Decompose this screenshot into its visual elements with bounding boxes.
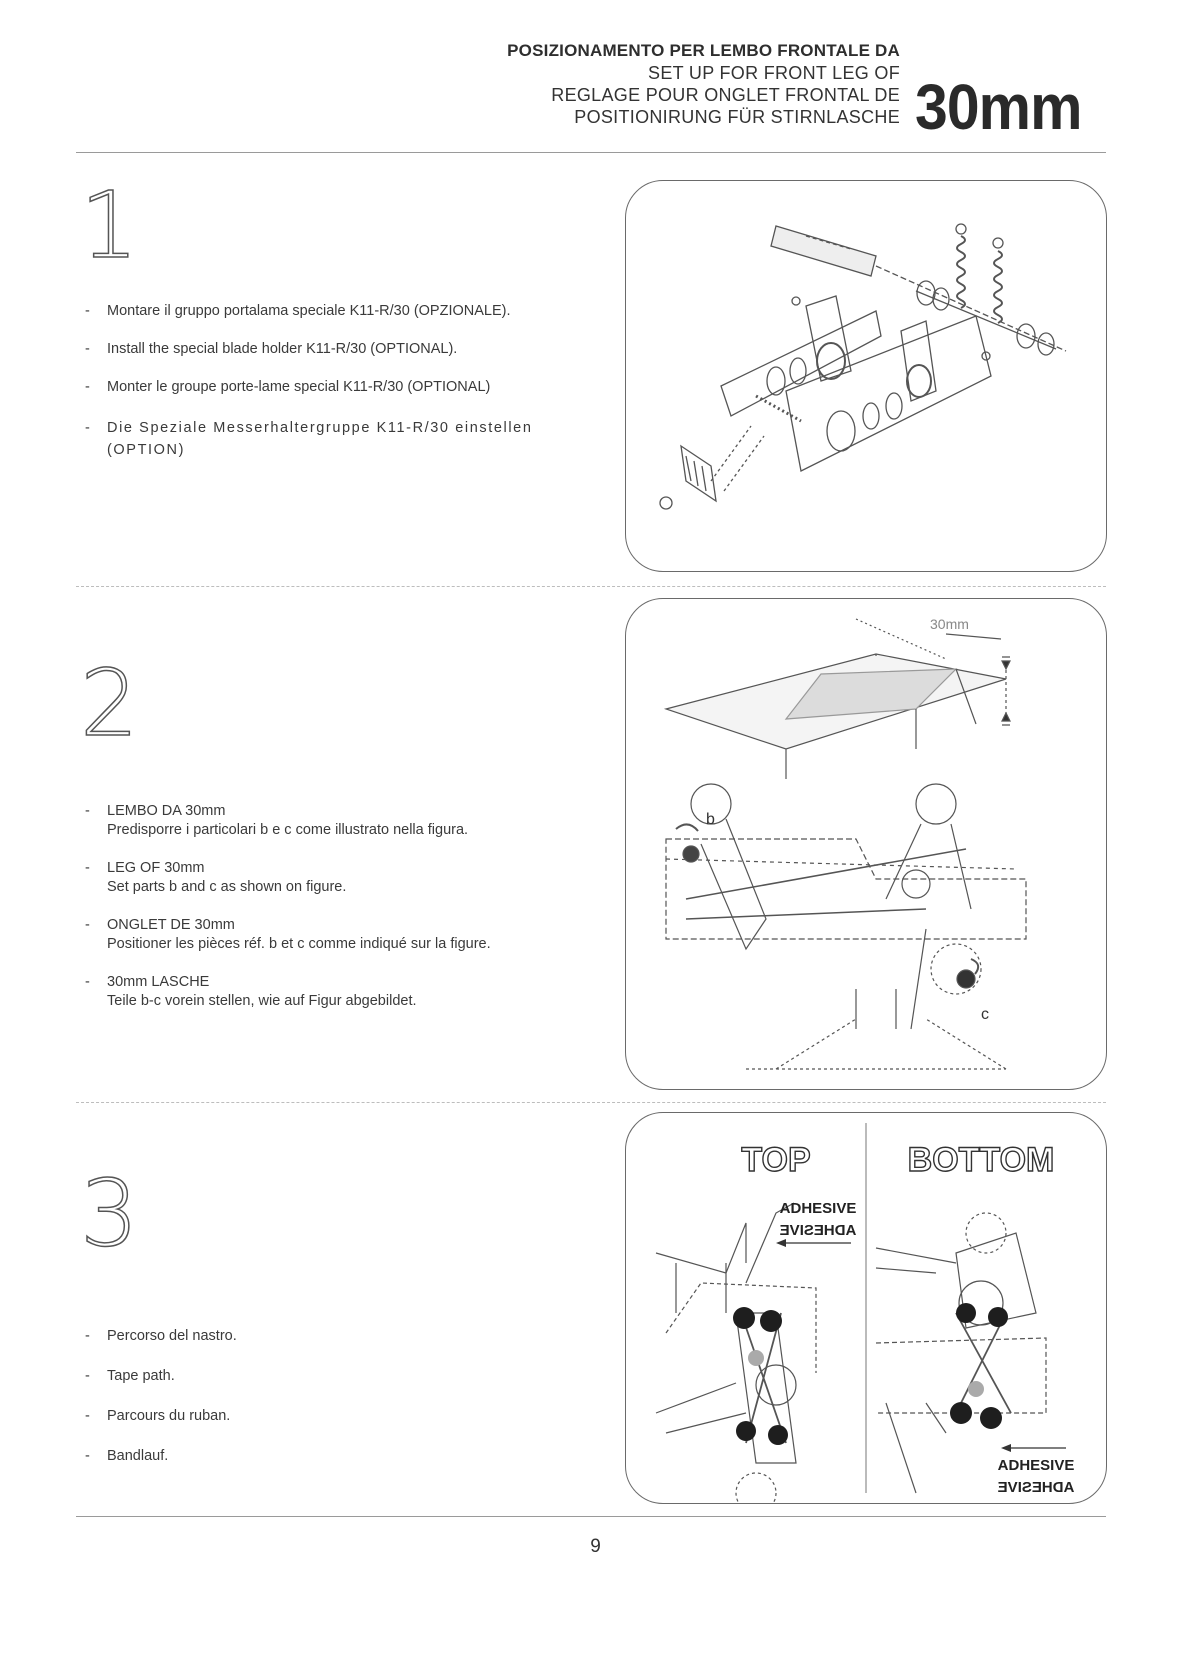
step-2-number: 2	[80, 650, 139, 757]
list-item: - Parcours du ruban.	[85, 1408, 605, 1424]
list-item: - Bandlauf.	[85, 1448, 605, 1464]
header-divider	[76, 152, 1106, 153]
header-title-en: SET UP FOR FRONT LEG OF	[648, 63, 900, 83]
front-leg-illustration	[626, 599, 1106, 1089]
section-divider	[76, 586, 1106, 587]
list-item: - Tape path.	[85, 1368, 605, 1384]
part-b-label: b	[706, 811, 715, 828]
list-item: - LEG OF 30mm Set parts b and c as shown on figure.	[85, 860, 605, 895]
step-3-number: 3	[80, 1160, 139, 1267]
step-3-instructions	[85, 1328, 605, 1464]
footer-divider	[76, 1516, 1106, 1517]
header-title-de: POSITIONIRUNG FÜR STIRNLASCHE	[574, 107, 900, 127]
list-item: - Die Speziale Messerhaltergruppe K11-R/30 einstellen (OPTION)	[85, 417, 605, 461]
top-label: TOP	[741, 1141, 811, 1179]
section-divider	[76, 1102, 1106, 1103]
part-c-label: c	[981, 1006, 989, 1023]
header-title-it: POSIZIONAMENTO PER LEMBO FRONTALE DA	[507, 41, 900, 60]
list-item: - LEMBO DA 30mm Predisporre i particolari b e c come illustrato nella figura.	[85, 803, 605, 838]
figure-tape-path	[625, 1112, 1107, 1504]
dimension-label: 30mm	[930, 616, 969, 632]
list-item: - 30mm LASCHE Teile b-c vorein stellen, wie auf Figur abgebildet.	[85, 974, 605, 1009]
figure-front-leg-setup	[625, 598, 1107, 1090]
header-title-fr: REGLAGE POUR ONGLET FRONTAL DE	[551, 85, 900, 105]
list-item: - ONGLET DE 30mm Positioner les pièces réf. b et c comme indiqué sur la figure.	[85, 917, 605, 952]
header-size: 30mm	[915, 71, 1082, 143]
list-item: - Percorso del nastro.	[85, 1328, 605, 1344]
figure-blade-holder	[625, 180, 1107, 572]
page-number: 9	[590, 1536, 601, 1557]
blade-holder-illustration	[626, 181, 1106, 571]
list-item: - Install the special blade holder K11-R/30 (OPTIONAL).	[85, 341, 605, 357]
list-item: - Monter le groupe porte-lame special K11-R/30 (OPTIONAL)	[85, 379, 605, 395]
adhesive-top-mirrored-label: ADHESIVE	[779, 1222, 857, 1239]
list-item: - Montare il gruppo portalama speciale K11-R/30 (OPZIONALE).	[85, 303, 605, 319]
step-2-instructions	[85, 803, 605, 1009]
adhesive-bottom-mirrored-label: ADHESIVE	[997, 1479, 1075, 1496]
step-1-instructions	[85, 303, 605, 461]
adhesive-bottom-label: ADHESIVE	[997, 1457, 1075, 1474]
bottom-label: BOTTOM	[907, 1141, 1055, 1179]
page-header	[300, 40, 900, 128]
tape-path-illustration	[626, 1113, 1106, 1503]
adhesive-top-label: ADHESIVE	[779, 1200, 857, 1217]
step-1-number: 1	[80, 172, 139, 279]
